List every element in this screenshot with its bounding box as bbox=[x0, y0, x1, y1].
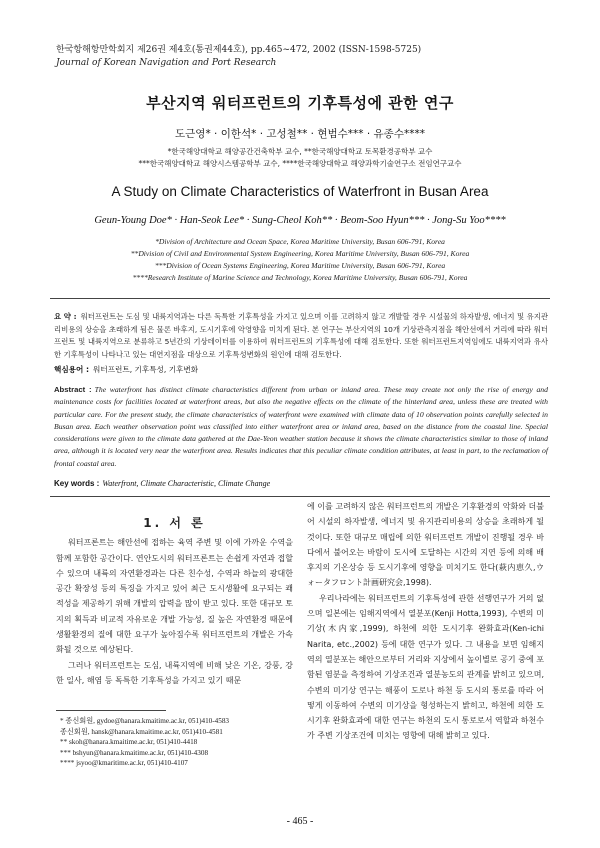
affiliation-en-1: *Division of Architecture and Ocean Space, Korea Maritime University, Busan 606-791, Korea bbox=[155, 237, 445, 246]
keywords-kr-label: 핵심용어 : bbox=[54, 365, 90, 374]
body-paragraph: 그러나 워터프런트는 도심, 내륙지역에 비해 낮은 기온, 강풍, 강한 일사, 해염 등 독특한 기후특성을 가지고 있기 때문 bbox=[56, 660, 293, 685]
body-paragraph: 에 이를 고려하지 않은 워터프런트의 개발은 기후환경의 악화와 더불어 시설의 하자발생, 에너지 및 유지관리비용의 상승을 초래하게 될 것이다. 또한 대규모 매립에 의한 워터프런트 개발이 진행될 경우 바다에서 불어오는 바람이 도시에 도달하는 시간의 지연 등에 의해 배후지의 기온상승 등 도시기후에 영향을 미치기도 한다(萩内恵久,ウォータフロント計画研究会,1998). bbox=[307, 502, 544, 588]
footnote: * 종신회원, gydoe@hanara.kmaitime.ac.kr, 051)410-4583 bbox=[60, 717, 230, 725]
abstract-en-label: Abstract : bbox=[54, 385, 92, 394]
keywords-en-label: Key words : bbox=[54, 479, 100, 488]
footnote-divider bbox=[56, 710, 166, 711]
divider-top bbox=[50, 298, 550, 299]
keywords-kr bbox=[54, 364, 198, 375]
section-heading-introduction: 1. 서 론 bbox=[143, 516, 206, 530]
affiliation-kr-2: ***한국해양대학교 해양시스템공학부 교수, ****한국해양대학교 해양과학기술연구소 전임연구교수 bbox=[138, 159, 462, 168]
abstract-kr bbox=[54, 311, 548, 361]
body-paragraph: 워터프론트는 해안선에 접하는 육역 주변 및 이에 가까운 수역을 함께 포함한 공간이다. 연안도시의 워터프론트는 손쉽게 자연과 접할 수 있으며 내륙의 자연환경과는 다른 친수성, 수역과 하늘의 광대한 공간 확장성 등의 특징을 가지고 있어 최근 도시생활에 요구되는 쾌적성을 제공하기 위해 개발의 압력을 많이 받고 있다. 또한 대규모 토지의 획득과 비교적 자유로운 개발 가능성, 질 높은 자연환경 때문에 생활환경의 질에 대한 요구가 높아짐수록 워터프런트의 개발은 가속화될 것으로 예상된다. bbox=[56, 538, 293, 655]
journal-header bbox=[56, 44, 421, 70]
footnotes bbox=[60, 716, 229, 769]
affiliation-en-2: **Division of Civil and Environmental System Engineering, Korea Maritime University, Busan 606-791, Korea bbox=[130, 249, 470, 258]
abstract-en-text: The waterfront has distinct climate characteristics different from urban or inland area. These may create not only the rise of energy and maintenance costs for facilities located at waterfront areas, but also the negative effects on the climate of the hinterland area, unless these are treated with particular care. For the present study, the climate characteristics of waterfront were examined with climate data of 10 observation points carefully selected in Busan area. Each weather observation point was classified into either waterfront area or inland area, based on the distance from the coastal line. Special considerations were given to the climate data gathered at the Dae-Yeon weather station because it shows the climate characteristics similar to those of inland area, although it is located very near the waterfront area. Results indicates that this peculiar climate condition attributes, at least in part, to the reclamation of frontal coastal area. bbox=[54, 385, 548, 468]
journal-name-en: Journal of Korean Navigation and Port Research bbox=[56, 58, 277, 68]
body-column-right bbox=[307, 499, 544, 744]
abstract-kr-text: 워터프런트는 도심 및 내륙지역과는 다른 독특한 기후특성을 가지고 있으며 이를 고려하지 않고 개발할 경우 시설물의 하자발생, 에너지 및 유지관리비용의 상승을 초래하게 됨은 물론 바후지, 도시기후에 악영향을 미치게 된다. 본 연구는 부산지역의 10개 기상관측지점을 해안선에서 거리에 따라 워터프런트 및 내륙지역으로 분류하고 5년간의 기상데이터를 이용하여 워터프런트의 기후특성에 대해 검토한다. 또한 워터프런트지역임에도 내륙지역과 유사한 기후특성이 나타나고 있는 대연지점을 대상으로 기후특성변화의 원인에 대해 검토한다. bbox=[54, 312, 548, 359]
affiliation-en-4: ****Research Institute of Marine Science and Technology, Korea Maritime University, Busan 606-791, Korea bbox=[132, 273, 468, 282]
body-paragraph: 우리나라에는 워터프런트의 기후특성에 관한 선행연구가 거의 없으며 일본에는 임해지역에서 열분포(Kenji Hotta,1993), 수변의 미기상(木内家,1999), 하천에 의한 도시기후 완화효과(Ken-ichi Narita, etc.,2002) 등에 대한 연구가 있다. 그 내용을 보면 임해지역의 열분포는 해안으로부터 거리와 지상에서 높이별로 공기 중에 포함된 염분을 측정하여 기상조건과 열분농도의 관계를 밝히고 있으며, 수변의 미기상 연구는 해풍이 도로나 하천 등 도시의 통로를 따라 어떻게 이동하여 수변의 미기상을 형성하는지 밝히고, 하천에 의한 도시기후 완화효과에 대한 연구는 하천의 도시 통로로서 역할과 하천수가 주변 기상조건에 미치는 영향에 대해 밝히고 있다. bbox=[307, 593, 544, 741]
authors-en: Geun-Young Doe* · Han-Seok Lee* · Sung-Cheol Koh** · Beom-Soo Hyun*** · Jong-Su Yoo**** bbox=[94, 215, 506, 226]
abstract-en bbox=[54, 384, 548, 470]
footnote: **** jsyoo@kmaritime.ac.kr, 051)410-4107 bbox=[60, 759, 188, 767]
abstract-kr-label: 요 약 : bbox=[54, 312, 77, 321]
keywords-en-text: Waterfront, Climate Characteristic, Climate Change bbox=[102, 479, 271, 488]
affiliation-en-3: ***Division of Ocean Systems Engineering, Korea Maritime University, Busan 606-791, Korea bbox=[154, 261, 446, 270]
page-number: - 465 - bbox=[286, 816, 314, 827]
footnote: ** skoh@hanara.kmaitime.ac.kr, 051)410-4418 bbox=[60, 738, 198, 746]
authors-kr: 도근영* · 이한석* · 고성철** · 현범수*** · 유종수**** bbox=[175, 128, 425, 140]
footnote: 종신회원, hansk@hanara.kmaitime.ac.kr, 051)410-4581 bbox=[60, 727, 223, 736]
paper-title-kr: 부산지역 워터프런트의 기후특성에 관한 연구 bbox=[146, 94, 454, 112]
footnote: *** bshyun@hanara.kmaitime.ac.kr, 051)410-4308 bbox=[60, 748, 209, 757]
body-column-left bbox=[56, 516, 293, 688]
keywords-kr-text: 워터프런트, 기후특성, 기후변화 bbox=[93, 365, 199, 374]
journal-citation-kr: 한국항해항만학회지 제26권 제4호(통권제44호), pp.465~472, 2002 (ISSN-1598-5725) bbox=[56, 45, 422, 55]
paper-title-en: A Study on Climate Characteristics of Waterfront in Busan Area bbox=[111, 184, 489, 199]
affiliation-kr-1: *한국해양대학교 해양공간건축학부 교수, **한국해양대학교 토목환경공학부 교수 bbox=[167, 147, 433, 156]
keywords-en bbox=[54, 479, 270, 488]
divider-bottom bbox=[50, 496, 550, 497]
